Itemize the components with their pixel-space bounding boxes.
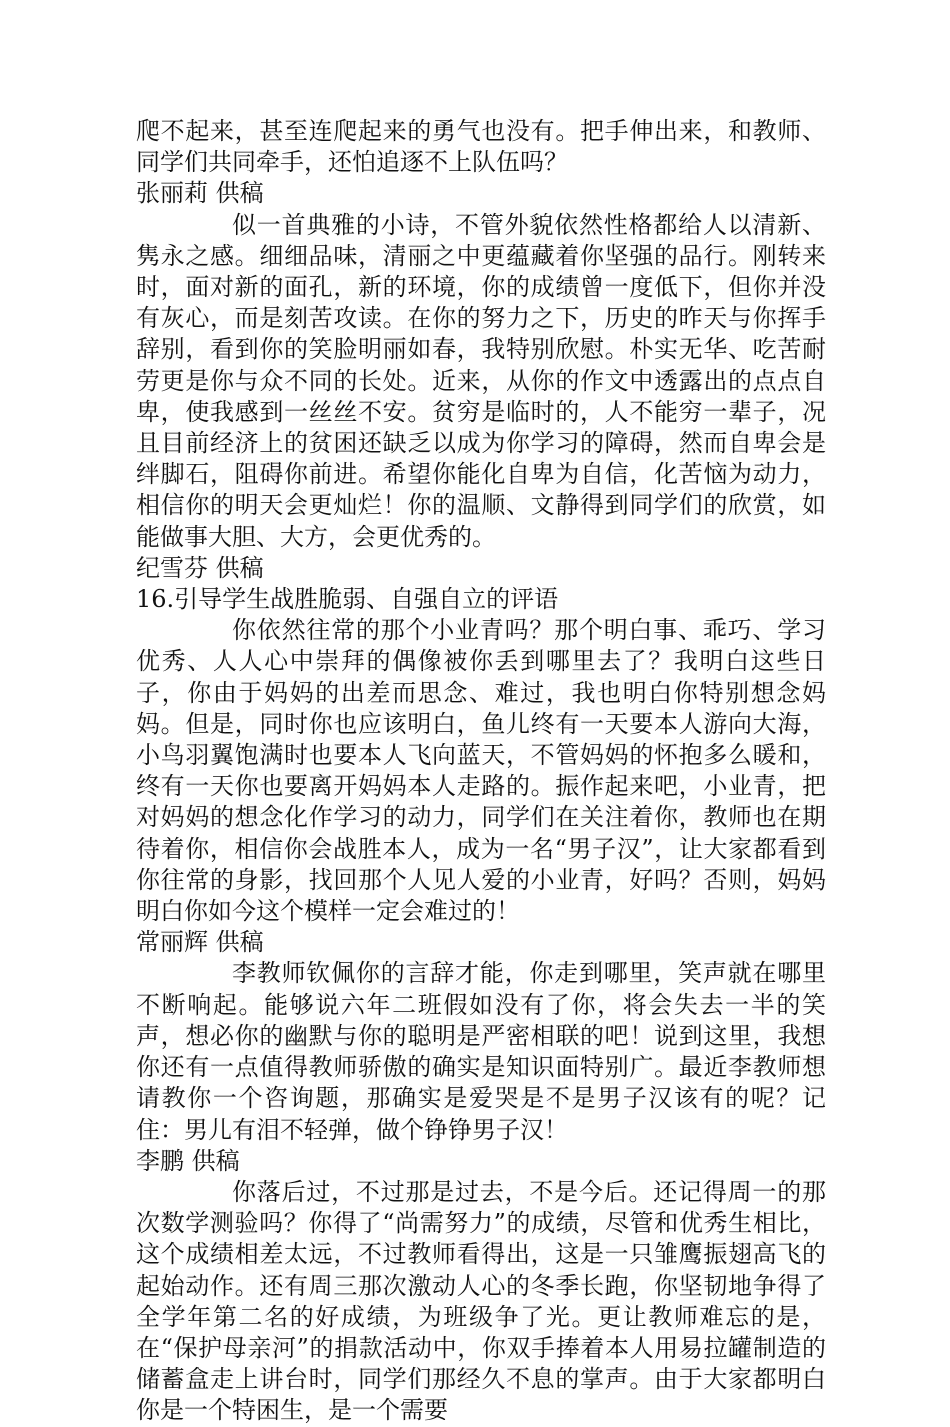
- section-heading: 16.引导学生战胜脆弱、自强自立的评语: [136, 585, 559, 614]
- paragraph-evaluation: 你落后过，不过那是过去，不是今后。还记得周一的那次数学测验吗？你得了“尚需努力”的成绩，尽管和优秀生相比，这个成绩相差太远，不过教师看得出，这是一只雏鹰振翅高飞的起始动作。还有周三那次激动人心的冬季长跑，你坚韧地争得了全学年第二名的好成绩，为班级争了光。更让教师难忘的是，在“保护母亲河”的捐款活动中，你双手捧着本人用易拉罐制造的储蓄盒走上讲台时，同学们那经久不息的掌声。由于大家都明白你是一个特困生，是一个需要: [136, 1177, 826, 1425]
- credit-line: 李鹏 供稿: [136, 1146, 240, 1175]
- document-body: [136, 116, 826, 1427]
- credit-line: 张丽莉 供稿: [136, 179, 264, 208]
- credit-line: 常丽辉 供稿: [136, 928, 264, 957]
- paragraph-evaluation: 你依然往常的那个小业青吗？那个明白事、乖巧、学习优秀、人人心中崇拜的偶像被你丢到哪里去了？我明白这些日子，你由于妈妈的出差而思念、难过，我也明白你特别想念妈妈。但是，同时你也应该明白，鱼儿终有一天要本人游向大海，小鸟羽翼饱满时也要本人飞向蓝天，不管妈妈的怀抱多么暖和，终有一天你也要离开妈妈本人走路的。振作起来吧，小业青，把对妈妈的想念化作学习的动力，同学们在关注着你，教师也在期待着你，相信你会战胜本人，成为一名“男子汉”，让大家都看到你往常的身影，找回那个人见人爱的小业青，好吗？否则，妈妈明白你如今这个模样一定会难过的！: [136, 616, 826, 926]
- paragraph-evaluation: 李教师钦佩你的言辞才能，你走到哪里，笑声就在哪里不断响起。能够说六年二班假如没有了你，将会失去一半的笑声，想必你的幽默与你的聪明是严密相联的吧！说到这里，我想你还有一点值得教师骄傲的确实是知识面特别广。最近李教师想请教你一个咨询题，那确实是爱哭是不是男子汉该有的呢？记住：男儿有泪不轻弹，做个铮铮男子汉！: [136, 959, 826, 1144]
- paragraph-continuation: 爬不起来，甚至连爬起来的勇气也没有。把手伸出来，和教师、同学们共同牵手，还怕追逐不上队伍吗？: [136, 117, 826, 177]
- paragraph-evaluation: 似一首典雅的小诗，不管外貌依然性格都给人以清新、隽永之感。细细品味，清丽之中更蕴藏着你坚强的品行。刚转来时，面对新的面孔，新的环境，你的成绩曾一度低下，但你并没有灰心，而是刻苦攻读。在你的努力之下，历史的昨天与你挥手辞别，看到你的笑脸明丽如春，我特别欣慰。朴实无华、吃苦耐劳更是你与众不同的长处。近来，从你的作文中透露出的点点自卑，使我感到一丝丝不安。贫穷是临时的，人不能穷一辈子，况且目前经济上的贫困还缺乏以成为你学习的障碍，然而自卑会是绊脚石，阻碍你前进。希望你能化自卑为自信，化苦恼为动力，相信你的明天会更灿烂！你的温顺、文静得到同学们的欣赏，如能做事大胆、大方，会更优秀的。: [136, 210, 826, 551]
- credit-line: 纪雪芬 供稿: [136, 553, 264, 582]
